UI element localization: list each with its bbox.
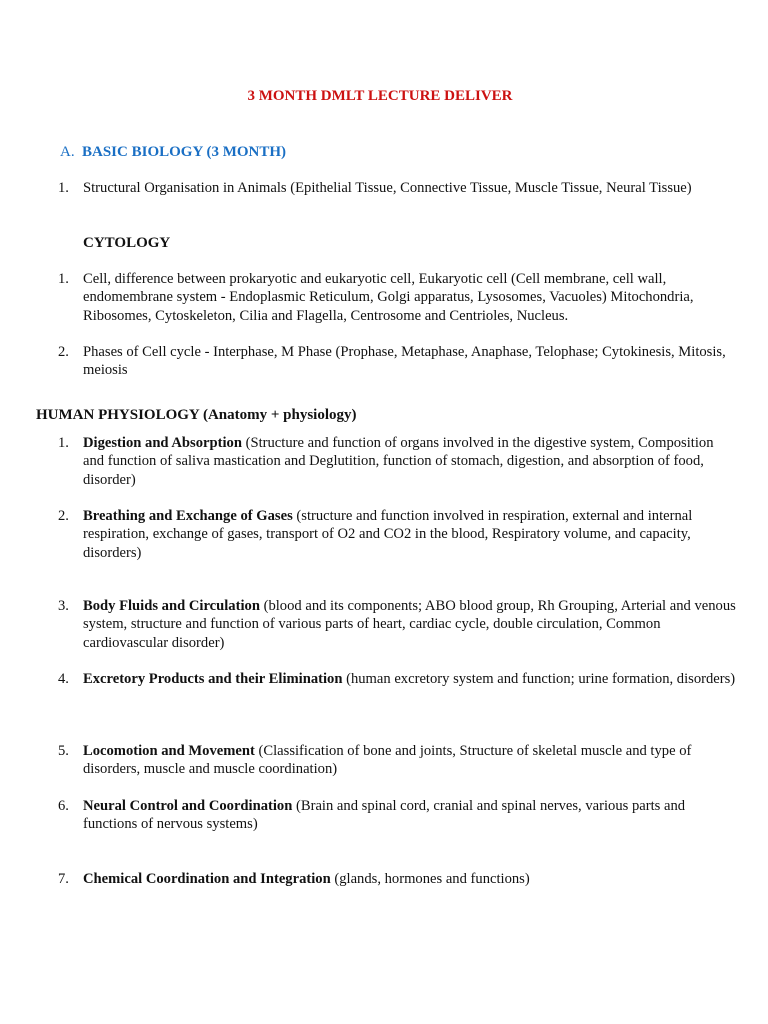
topic-description: (blood and its components; ABO blood group, Rh Grouping, Arterial and venous system, structure and function of various parts of heart, cardiac cycle, double circulation, Common cardiovascular disorder) (83, 598, 736, 651)
list-number: 7. (58, 871, 69, 887)
list-number: 1. (58, 435, 69, 451)
topic-description: (human excretory system and function; urine formation, disorders) (342, 671, 736, 687)
list-item (58, 270, 738, 325)
list-item (58, 507, 738, 562)
list-item (58, 434, 738, 489)
list-item (58, 597, 738, 652)
list-number: 2. (58, 508, 69, 524)
list-number: 2. (58, 344, 69, 360)
list-number: 3. (58, 598, 69, 614)
topic-description: (Structure and function of organs involved in the digestive system, Composition and function of saliva mastication and Deglutition, function of stomach, digestion, and absorption of food, disorder) (83, 435, 714, 488)
section-label: BASIC BIOLOGY (3 MONTH) (82, 144, 287, 160)
topic-description: (structure and function involved in respiration, external and internal respiration, exchange of gases, transport of O2 and CO2 in the blood, Respiratory volume, and capacity, disorders) (83, 508, 693, 561)
topic-description: (Brain and spinal cord, cranial and spinal nerves, various parts and functions of nervous systems) (83, 798, 686, 833)
topic-description: (glands, hormones and functions) (330, 871, 530, 887)
topic-title: Body Fluids and Circulation (83, 598, 260, 614)
list-item-text: Cell, difference between prokaryotic and eukaryotic cell, Eukaryotic cell (Cell membrane, cell wall, endomembrane system - Endoplasmic Reticulum, Golgi apparatus, Lysosomes, Vacuoles) Mitochondria, Ribosomes, Cytoskeleton, Cilia and Flagella, Centrosome and Centrioles, Nucleus. (83, 271, 694, 324)
list-item-text: Structural Organisation in Animals (Epithelial Tissue, Connective Tissue, Muscle Tissue, Neural Tissue) (83, 180, 692, 196)
list-item (58, 797, 738, 834)
list-item-text: Phases of Cell cycle - Interphase, M Phase (Prophase, Metaphase, Anaphase, Telophase; Cytokinesis, Mitosis, meiosis (83, 344, 726, 379)
document-title: 3 MONTH DMLT LECTURE DELIVER (247, 88, 513, 104)
list-item (58, 670, 738, 688)
list-number: 6. (58, 798, 69, 814)
topic-title: Digestion and Absorption (83, 435, 242, 451)
cytology-heading: CYTOLOGY (83, 235, 171, 251)
topic-title: Excretory Products and their Elimination (83, 671, 343, 687)
list-item (58, 870, 738, 888)
list-number: 4. (58, 671, 69, 687)
topic-title: Neural Control and Coordination (83, 798, 293, 814)
topic-description: (Classification of bone and joints, Structure of skeletal muscle and type of disorders, muscle and muscle coordination) (83, 743, 692, 778)
list-item (58, 343, 738, 380)
physiology-heading: HUMAN PHYSIOLOGY (Anatomy + physiology) (36, 407, 357, 423)
topic-title: Breathing and Exchange of Gases (83, 508, 293, 524)
section-heading-basic-biology (60, 143, 286, 161)
list-number: 1. (58, 271, 69, 287)
list-item (58, 742, 738, 779)
topic-title: Chemical Coordination and Integration (83, 871, 331, 887)
list-number: 1. (58, 180, 69, 196)
section-marker: A. (60, 144, 75, 160)
topic-title: Locomotion and Movement (83, 743, 255, 759)
list-number: 5. (58, 743, 69, 759)
list-item (58, 179, 738, 197)
